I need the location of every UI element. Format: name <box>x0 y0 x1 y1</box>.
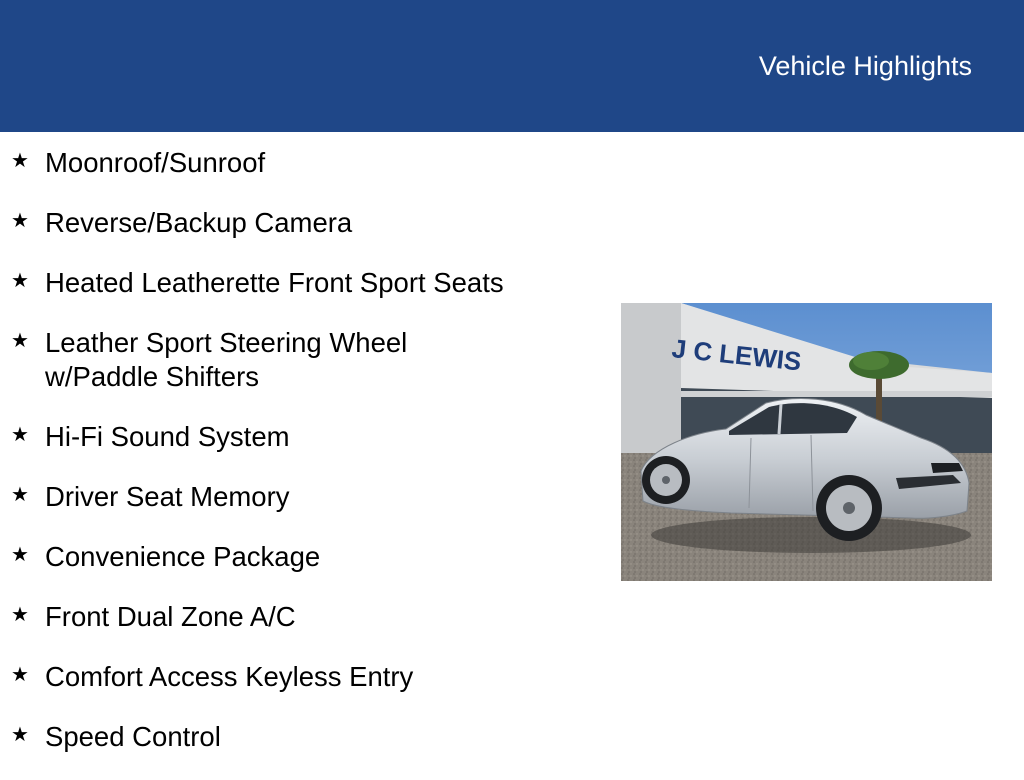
star-icon: ★ <box>11 330 29 352</box>
feature-list <box>0 146 600 780</box>
feature-label: Moonroof/Sunroof <box>45 147 266 178</box>
feature-label: Front Dual Zone A/C <box>45 601 296 632</box>
feature-label: Reverse/Backup Camera <box>45 207 353 238</box>
feature-item <box>0 600 600 634</box>
header-bar <box>0 0 1024 132</box>
feature-item <box>0 146 600 180</box>
feature-label: Comfort Access Keyless Entry <box>45 661 414 692</box>
feature-item <box>0 326 485 394</box>
star-icon: ★ <box>11 604 29 626</box>
feature-item <box>0 540 600 574</box>
feature-label: Convenience Package <box>45 541 321 572</box>
star-icon: ★ <box>11 484 29 506</box>
feature-label: Leather Sport Steering Wheel w/Paddle Shifters <box>45 327 408 392</box>
star-icon: ★ <box>11 270 29 292</box>
feature-item <box>0 720 600 754</box>
feature-label: Heated Leatherette Front Sport Seats <box>45 267 504 298</box>
feature-label: Speed Control <box>45 721 221 752</box>
feature-label: Driver Seat Memory <box>45 481 290 512</box>
feature-item <box>0 660 600 694</box>
star-icon: ★ <box>11 424 29 446</box>
feature-label: Hi-Fi Sound System <box>45 421 290 452</box>
page-title: Vehicle Highlights <box>758 51 972 81</box>
star-icon: ★ <box>11 544 29 566</box>
star-icon: ★ <box>11 150 29 172</box>
feature-item <box>0 420 600 454</box>
vehicle-photo <box>621 303 992 581</box>
star-icon: ★ <box>11 210 29 232</box>
star-icon: ★ <box>11 724 29 746</box>
feature-item <box>0 206 600 240</box>
dealer-sign: J C LEWIS <box>670 333 803 377</box>
star-icon: ★ <box>11 664 29 686</box>
feature-item <box>0 480 600 514</box>
feature-item <box>0 266 600 300</box>
